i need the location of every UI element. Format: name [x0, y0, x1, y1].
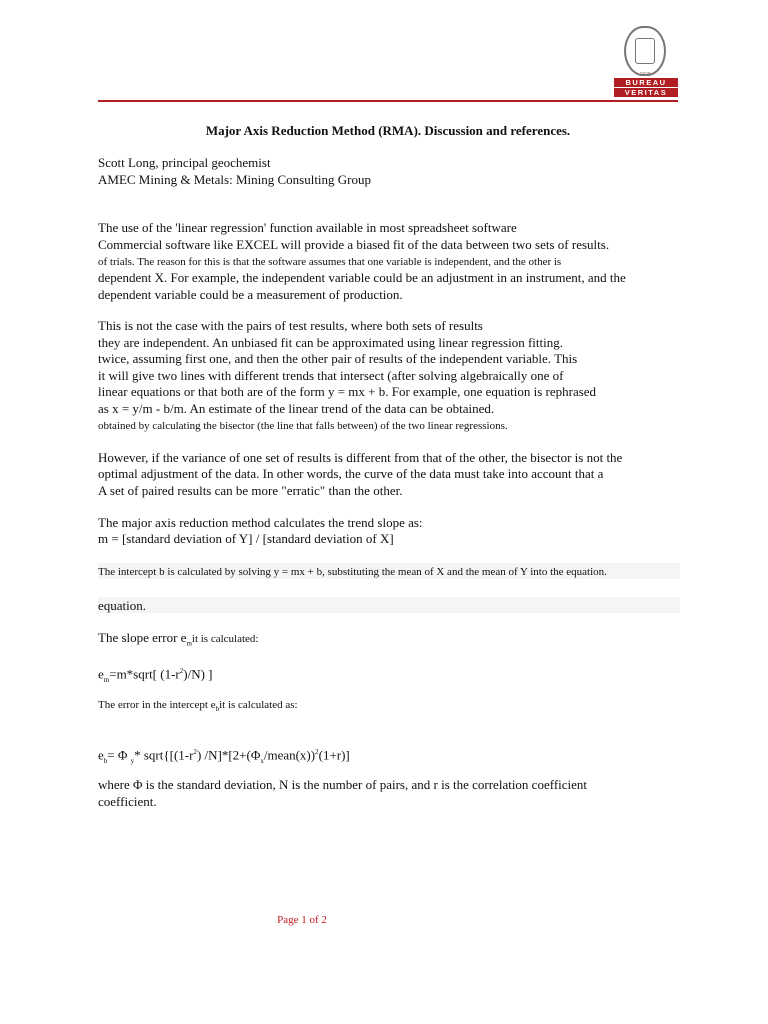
- p1-line: The use of the 'linear regression' function available in most spreadsheet software: [98, 220, 517, 235]
- bureau-veritas-logo: [614, 26, 678, 98]
- logo-veritas: VERITAS: [614, 88, 678, 97]
- document-title: Major Axis Reduction Method (RMA). Discussion and references.: [205, 123, 571, 138]
- where-line: where Φ is the standard deviation, N is the number of pairs, and r is the correlation coefficient: [98, 777, 588, 792]
- p3-line: optimal adjustment of the data. In other words, the curve of the data must take into account that a: [98, 466, 604, 481]
- intercept-tail: equation.: [98, 598, 147, 613]
- intercept-error-line: The error in the intercept $e_bit$ is calculated as:: [98, 699, 298, 714]
- p3-line: However, if the variance of one set of results is different from that of the other, the bisector is not the: [98, 450, 623, 465]
- logo-bureau: BUREAU: [614, 78, 678, 87]
- p4-line: m = [standard deviation of Y] / [standard deviation of X]: [98, 531, 394, 546]
- seal-icon: 1828: [624, 26, 666, 76]
- where-line: coefficient.: [98, 794, 157, 809]
- p2-line: as x = y/m - b/m. An estimate of the linear trend of the data can be obtained.: [98, 401, 495, 416]
- p3-line: A set of paired results can be more "erratic" than the other.: [98, 483, 403, 498]
- p2-line: twice, assuming first one, and then the other pair of results of the independent variable. This: [98, 351, 578, 366]
- eb-formula: $e_b= \Phi$ $_y$* $sqrt\{[(1-r^2)$ $/N]*[2+(\Phi_x/mean(x))^2(1+r)]$: [98, 747, 350, 765]
- page-number: Page 1 of 2: [277, 914, 327, 926]
- p4-line: The major axis reduction method calculates the trend slope as:: [98, 515, 423, 530]
- p2-line: obtained by calculating the bisector (the line that falls between) of the two linear regressions.: [98, 420, 508, 432]
- em-formula: $e_m=m*sqrt$[ $(1-r^2)/N$) ]: [98, 666, 213, 684]
- header-rule: [98, 100, 678, 102]
- intercept-line: The intercept b is calculated by solving y = mx + b, substituting the mean of X and the mean of Y into the equation.: [98, 566, 607, 578]
- p2-line: they are independent. An unbiased fit can be approximated using linear regression fitting.: [98, 335, 563, 350]
- p1-line: Commercial software like EXCEL will provide a biased fit of the data between two sets of results.: [98, 237, 610, 252]
- p1-line: dependent X. For example, the independent variable could be an adjustment in an instrument, and the: [98, 270, 626, 285]
- author: Scott Long, principal geochemist: [98, 155, 271, 170]
- slope-error-line: The slope error $e_mit$ is calculated:: [98, 630, 259, 648]
- intercept-tail-shade: [98, 597, 680, 613]
- p1-line: dependent variable could be a measurement of production.: [98, 287, 403, 302]
- p2-line: it will give two lines with different trends that intersect (after solving algebraically one of: [98, 368, 564, 383]
- affiliation: AMEC Mining & Metals: Mining Consulting Group: [98, 172, 372, 187]
- p2-line: linear equations or that both are of the form y = mx + b. For example, one equation is rephrased: [98, 384, 597, 399]
- p1-line: of trials. The reason for this is that the software assumes that one variable is independent, and the other is: [98, 256, 562, 268]
- p2-line: This is not the case with the pairs of test results, where both sets of results: [98, 318, 483, 333]
